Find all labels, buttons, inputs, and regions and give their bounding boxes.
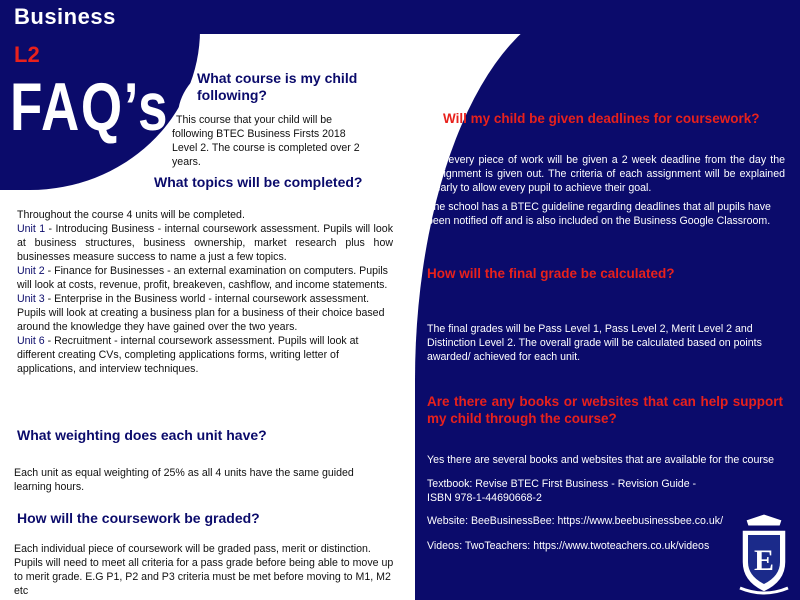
answer-final-grade: The final grades will be Pass Level 1, Pass Level 2, Merit Level 2 and Distinction Level 2. The overall grade will be calculated based on points awarded/ achieved for each unit. (427, 323, 762, 363)
unit-3-label: Unit 3 (17, 293, 45, 305)
answer-graded: Each individual piece of coursework will be graded pass, merit or distinction. Pupils will need to meet all criteria for a pass grade before being able to move up to merit grade. E.G P1, P2 and P3 criteria must be met before moving to M1, M2 etc (14, 543, 394, 597)
subject-title: Business (14, 4, 116, 29)
answer-textbook-line1: Textbook: Revise BTEC First Business - Revision Guide - (427, 478, 697, 490)
question-books-heading: Are there any books or websites that can help support my child through the course? (427, 394, 783, 426)
question-topics-heading: What topics will be completed? (154, 174, 363, 190)
unit-2-label: Unit 2 (17, 265, 45, 277)
unit-1-text: - Introducing Business - internal coursework assessment. Pupils will look at business structures, business ownership, market research plus how businesses measure success to name a just a few topics. (17, 223, 393, 263)
crest-crown (746, 514, 782, 526)
answer-textbook-isbn: ISBN 978-1-44690668-2 (427, 492, 542, 504)
unit-6-item (17, 334, 393, 376)
answer-books-intro: Yes there are several books and websites that are available for the course (427, 454, 775, 466)
navy-background-right (415, 0, 800, 600)
topics-intro: Throughout the course 4 units will be completed. (17, 209, 245, 221)
answer-videos: Videos: TwoTeachers: https://www.twoteachers.co.uk/videos (427, 540, 710, 552)
unit-6-text: - Recruitment - internal coursework assessment. Pupils will look at different creating CVs, completing applications forms, writing letter of applications, and interview techniques. (17, 335, 359, 375)
level-label: L2 (14, 42, 40, 67)
crest-letter: E (753, 544, 775, 577)
question-graded-heading: How will the coursework be graded? (17, 510, 260, 526)
unit-3-item (17, 292, 393, 334)
answer-deadlines: Yes every piece of work will be given a 2 week deadline from the day the assignment is given out. The criteria of each assignment will be explained clearly to allow every pupil to achieve their goal. (427, 154, 785, 194)
unit-2-text: - Finance for Businesses - an external examination on computers. Pupils will look at costs, revenue, profit, breakeven, cashflow, and income statements. (17, 265, 388, 291)
question-weighting-heading: What weighting does each unit have? (17, 427, 267, 443)
answer-textbook (427, 477, 787, 505)
faq-title: FAQ’s (10, 69, 170, 145)
answer-website: Website: BeeBusinessBee: https://www.beebusinessbee.co.uk/ (427, 515, 724, 527)
question-deadlines-heading: Will my child be given deadlines for coursework? (443, 111, 760, 126)
topics-section (17, 208, 393, 376)
unit-2-item (17, 264, 393, 292)
unit-1-item (17, 222, 393, 264)
unit-3-text: - Enterprise in the Business world - internal coursework assessment. Pupils will look at creating a business plan for a business of their choice based around the knowledge they have gained over the two years. (17, 293, 385, 333)
answer-weighting: Each unit as equal weighting of 25% as all 4 units have the same guided learning hours. (14, 467, 354, 493)
question-final-grade-heading: How will the final grade be calculated? (427, 266, 675, 281)
answer-deadlines-guideline: The school has a BTEC guideline regarding deadlines that all pupils have been notified off and is also included on the Business Google Classroom. (427, 201, 771, 227)
unit-1-label: Unit 1 (17, 223, 46, 235)
question-course-heading-line1: What course is my child (197, 70, 358, 86)
question-course-heading (197, 70, 357, 104)
answer-course: This course that your child will be following BTEC Business Firsts 2018 Level 2. The course is completed over 2 years. (172, 114, 360, 168)
question-course-heading-line2: following? (197, 87, 267, 103)
unit-6-label: Unit 6 (17, 335, 45, 347)
school-crest-logo (736, 512, 792, 596)
